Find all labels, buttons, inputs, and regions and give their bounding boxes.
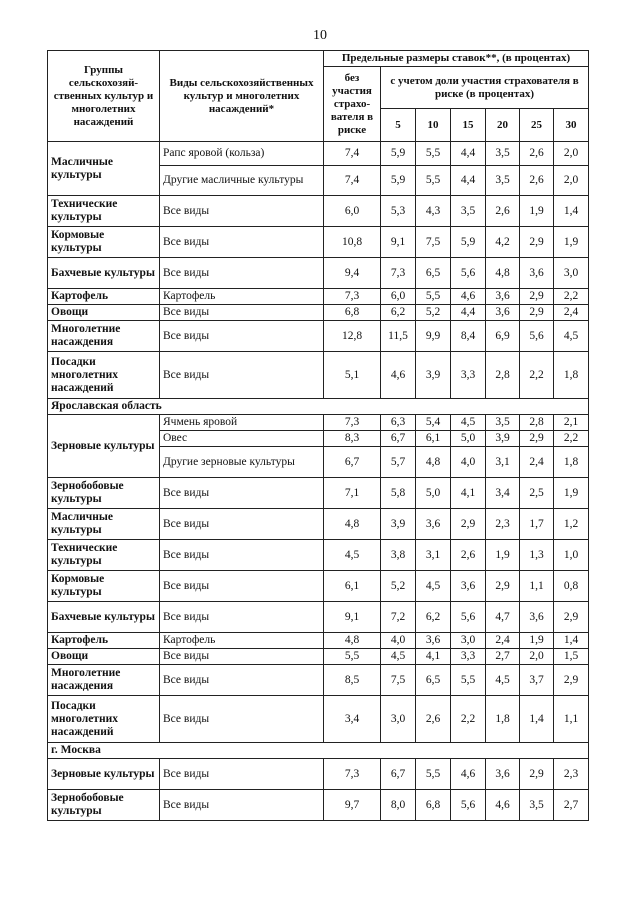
crop-group: Бахчевые культуры [48, 258, 160, 289]
rate-share-20: 1,9 [486, 540, 520, 571]
crop-group: Зернобобовые культуры [48, 790, 160, 821]
table-row [48, 478, 589, 509]
rate-share-5: 5,2 [381, 571, 416, 602]
rate-share-15: 4,5 [451, 415, 486, 431]
rate-share-5: 5,3 [381, 196, 416, 227]
rate-share-20: 2,6 [486, 196, 520, 227]
rate-share-20: 2,9 [486, 571, 520, 602]
crop-group: Кормовые культуры [48, 571, 160, 602]
rate-share-30: 0,8 [554, 571, 589, 602]
rate-no-participation: 7,4 [324, 142, 381, 166]
rate-share-25: 2,9 [520, 759, 554, 790]
rate-share-25: 3,6 [520, 258, 554, 289]
rate-share-25: 1,9 [520, 196, 554, 227]
crop-kind: Картофель [160, 633, 324, 649]
crop-kind: Другие зерновые культуры [160, 447, 324, 478]
region-heading: Ярославская область [48, 399, 589, 415]
rate-share-15: 5,6 [451, 602, 486, 633]
rate-share-30: 1,8 [554, 447, 589, 478]
rate-share-5: 6,0 [381, 289, 416, 305]
rate-share-10: 6,8 [416, 790, 451, 821]
rate-no-participation: 7,3 [324, 759, 381, 790]
rate-share-20: 4,5 [486, 665, 520, 696]
header-share-10: 10 [416, 109, 451, 142]
rate-share-5: 7,2 [381, 602, 416, 633]
rate-no-participation: 5,1 [324, 352, 381, 399]
crop-group: Зерновые культуры [48, 415, 160, 478]
rate-share-25: 5,6 [520, 321, 554, 352]
crop-kind: Все виды [160, 352, 324, 399]
rate-share-25: 2,8 [520, 415, 554, 431]
rate-share-15: 3,3 [451, 352, 486, 399]
rate-share-5: 5,8 [381, 478, 416, 509]
rate-share-30: 2,0 [554, 166, 589, 196]
rate-share-10: 5,5 [416, 759, 451, 790]
header-limits: Предельные размеры ставок**, (в процентах) [324, 51, 589, 67]
table-row [48, 665, 589, 696]
rate-share-5: 4,5 [381, 649, 416, 665]
rate-no-participation: 7,4 [324, 166, 381, 196]
rate-share-30: 1,4 [554, 633, 589, 649]
rate-no-participation: 12,8 [324, 321, 381, 352]
rate-share-25: 2,9 [520, 305, 554, 321]
table-row [48, 790, 589, 821]
rate-share-30: 2,0 [554, 142, 589, 166]
rate-share-20: 3,6 [486, 289, 520, 305]
rate-no-participation: 7,3 [324, 415, 381, 431]
rate-no-participation: 3,4 [324, 696, 381, 743]
crop-kind: Все виды [160, 196, 324, 227]
rate-share-30: 2,9 [554, 665, 589, 696]
rate-share-5: 7,5 [381, 665, 416, 696]
rate-share-20: 2,3 [486, 509, 520, 540]
table-row [48, 196, 589, 227]
rate-share-5: 11,5 [381, 321, 416, 352]
crop-kind: Все виды [160, 665, 324, 696]
rate-share-5: 4,0 [381, 633, 416, 649]
rate-share-10: 5,0 [416, 478, 451, 509]
crop-kind: Все виды [160, 227, 324, 258]
rate-share-25: 1,7 [520, 509, 554, 540]
header-kinds: Виды сельскохозяйственных культур и многолетних насаждений* [160, 51, 324, 142]
rate-share-25: 2,2 [520, 352, 554, 399]
header-share-20: 20 [486, 109, 520, 142]
rate-share-30: 2,4 [554, 305, 589, 321]
rate-no-participation: 8,5 [324, 665, 381, 696]
crop-group: Многолетние насаждения [48, 665, 160, 696]
rate-share-10: 6,5 [416, 665, 451, 696]
rate-share-25: 2,4 [520, 447, 554, 478]
rate-share-30: 2,1 [554, 415, 589, 431]
rate-no-participation: 10,8 [324, 227, 381, 258]
rate-share-30: 2,9 [554, 602, 589, 633]
rate-share-15: 2,9 [451, 509, 486, 540]
rate-no-participation: 9,1 [324, 602, 381, 633]
rate-no-participation: 5,5 [324, 649, 381, 665]
rate-share-20: 2,7 [486, 649, 520, 665]
rate-share-5: 3,0 [381, 696, 416, 743]
rate-share-20: 4,7 [486, 602, 520, 633]
region-row [48, 743, 589, 759]
rate-share-30: 2,7 [554, 790, 589, 821]
rate-share-10: 5,5 [416, 166, 451, 196]
rate-no-participation: 7,3 [324, 289, 381, 305]
rate-share-20: 3,5 [486, 415, 520, 431]
table-row [48, 289, 589, 305]
rate-share-10: 4,1 [416, 649, 451, 665]
rate-share-15: 3,5 [451, 196, 486, 227]
rate-share-10: 6,5 [416, 258, 451, 289]
rate-share-15: 4,4 [451, 166, 486, 196]
rate-share-20: 6,9 [486, 321, 520, 352]
rate-no-participation: 4,8 [324, 633, 381, 649]
rate-share-30: 1,1 [554, 696, 589, 743]
rate-share-20: 4,8 [486, 258, 520, 289]
table-row [48, 602, 589, 633]
region-row [48, 399, 589, 415]
header-share-15: 15 [451, 109, 486, 142]
crop-kind: Все виды [160, 305, 324, 321]
rate-share-20: 3,5 [486, 142, 520, 166]
crop-kind: Все виды [160, 759, 324, 790]
rate-share-15: 2,2 [451, 696, 486, 743]
crop-kind: Все виды [160, 649, 324, 665]
table-row [48, 696, 589, 743]
table-header [48, 51, 589, 142]
crop-group: Картофель [48, 633, 160, 649]
rate-share-15: 5,6 [451, 790, 486, 821]
crop-kind: Все виды [160, 790, 324, 821]
region-heading: г. Москва [48, 743, 589, 759]
crop-kind: Картофель [160, 289, 324, 305]
rate-share-20: 3,9 [486, 431, 520, 447]
rate-share-5: 5,9 [381, 142, 416, 166]
rate-share-30: 2,2 [554, 289, 589, 305]
crop-kind: Все виды [160, 540, 324, 571]
rate-share-20: 3,6 [486, 759, 520, 790]
rate-share-25: 1,9 [520, 633, 554, 649]
rate-share-10: 3,1 [416, 540, 451, 571]
rate-share-10: 3,6 [416, 633, 451, 649]
rate-share-30: 1,0 [554, 540, 589, 571]
crop-group: Масличные культуры [48, 509, 160, 540]
table-row [48, 321, 589, 352]
crop-group: Посадки многолетних насаждений [48, 352, 160, 399]
rate-share-20: 1,8 [486, 696, 520, 743]
table-row [48, 415, 589, 431]
rate-share-20: 3,6 [486, 305, 520, 321]
table-row [48, 633, 589, 649]
crop-kind: Все виды [160, 258, 324, 289]
rate-share-25: 2,0 [520, 649, 554, 665]
rate-no-participation: 4,5 [324, 540, 381, 571]
rate-share-20: 3,1 [486, 447, 520, 478]
rate-share-25: 1,1 [520, 571, 554, 602]
rate-share-15: 5,6 [451, 258, 486, 289]
rate-no-participation: 6,1 [324, 571, 381, 602]
table-row [48, 305, 589, 321]
rate-share-25: 3,5 [520, 790, 554, 821]
crop-group: Масличные культуры [48, 142, 160, 196]
crop-kind: Ячмень яровой [160, 415, 324, 431]
rate-share-10: 4,5 [416, 571, 451, 602]
rate-share-5: 8,0 [381, 790, 416, 821]
insurance-rates-table [47, 50, 589, 821]
rate-share-5: 5,7 [381, 447, 416, 478]
table-body [48, 142, 589, 821]
rate-share-5: 5,9 [381, 166, 416, 196]
table-row [48, 540, 589, 571]
table-row [48, 509, 589, 540]
rate-share-25: 1,4 [520, 696, 554, 743]
rate-share-10: 3,6 [416, 509, 451, 540]
rate-share-15: 3,3 [451, 649, 486, 665]
rate-share-5: 7,3 [381, 258, 416, 289]
crop-kind: Все виды [160, 509, 324, 540]
header-share-5: 5 [381, 109, 416, 142]
rate-share-30: 4,5 [554, 321, 589, 352]
rate-share-5: 6,3 [381, 415, 416, 431]
rate-share-30: 1,4 [554, 196, 589, 227]
rate-share-20: 4,6 [486, 790, 520, 821]
crop-kind: Овес [160, 431, 324, 447]
rate-no-participation: 7,1 [324, 478, 381, 509]
rate-share-30: 1,5 [554, 649, 589, 665]
rate-share-5: 9,1 [381, 227, 416, 258]
crop-kind: Все виды [160, 602, 324, 633]
table-row [48, 571, 589, 602]
crop-kind: Все виды [160, 321, 324, 352]
table-row [48, 258, 589, 289]
rate-share-10: 6,1 [416, 431, 451, 447]
rate-share-15: 4,0 [451, 447, 486, 478]
rate-share-10: 7,5 [416, 227, 451, 258]
rate-no-participation: 8,3 [324, 431, 381, 447]
rate-share-5: 3,8 [381, 540, 416, 571]
rate-share-5: 6,2 [381, 305, 416, 321]
rate-share-15: 3,6 [451, 571, 486, 602]
crop-kind: Другие масличные культуры [160, 166, 324, 196]
rate-share-10: 4,3 [416, 196, 451, 227]
crop-group: Овощи [48, 305, 160, 321]
rate-share-15: 4,4 [451, 142, 486, 166]
table-row [48, 352, 589, 399]
rate-share-15: 5,5 [451, 665, 486, 696]
header-no-participation: без участия страхо-вателя в риске [324, 67, 381, 142]
rate-share-25: 2,6 [520, 142, 554, 166]
rate-no-participation: 4,8 [324, 509, 381, 540]
crop-group: Зернобобовые культуры [48, 478, 160, 509]
crop-group: Кормовые культуры [48, 227, 160, 258]
rate-share-15: 5,0 [451, 431, 486, 447]
rate-share-15: 3,0 [451, 633, 486, 649]
rate-share-20: 3,5 [486, 166, 520, 196]
crop-group: Зерновые культуры [48, 759, 160, 790]
rate-share-10: 2,6 [416, 696, 451, 743]
rate-share-15: 8,4 [451, 321, 486, 352]
rate-no-participation: 6,0 [324, 196, 381, 227]
table-row [48, 142, 589, 166]
rate-share-25: 2,5 [520, 478, 554, 509]
rate-share-15: 4,4 [451, 305, 486, 321]
rate-share-10: 4,8 [416, 447, 451, 478]
rate-share-10: 9,9 [416, 321, 451, 352]
rate-share-30: 1,8 [554, 352, 589, 399]
rate-share-25: 3,7 [520, 665, 554, 696]
rate-share-25: 2,9 [520, 431, 554, 447]
rate-share-15: 2,6 [451, 540, 486, 571]
table-row [48, 649, 589, 665]
rate-share-5: 6,7 [381, 759, 416, 790]
crop-kind: Все виды [160, 696, 324, 743]
rate-share-30: 3,0 [554, 258, 589, 289]
rate-no-participation: 9,7 [324, 790, 381, 821]
rate-share-25: 1,3 [520, 540, 554, 571]
rate-no-participation: 6,8 [324, 305, 381, 321]
rate-share-5: 4,6 [381, 352, 416, 399]
rate-share-25: 2,9 [520, 227, 554, 258]
rate-share-5: 6,7 [381, 431, 416, 447]
rate-share-10: 6,2 [416, 602, 451, 633]
rate-no-participation: 9,4 [324, 258, 381, 289]
rate-share-15: 4,1 [451, 478, 486, 509]
crop-group: Посадки многолетних насаждений [48, 696, 160, 743]
rate-share-30: 2,3 [554, 759, 589, 790]
crop-group: Овощи [48, 649, 160, 665]
rate-share-10: 5,4 [416, 415, 451, 431]
rate-share-10: 3,9 [416, 352, 451, 399]
table-row [48, 759, 589, 790]
rate-share-30: 2,2 [554, 431, 589, 447]
crop-kind: Все виды [160, 478, 324, 509]
crop-group: Технические культуры [48, 540, 160, 571]
rate-no-participation: 6,7 [324, 447, 381, 478]
rate-share-10: 5,2 [416, 305, 451, 321]
rate-share-20: 4,2 [486, 227, 520, 258]
rate-share-30: 1,9 [554, 478, 589, 509]
crop-group: Технические культуры [48, 196, 160, 227]
crop-group: Многолетние насаждения [48, 321, 160, 352]
rate-share-25: 3,6 [520, 602, 554, 633]
crop-kind: Все виды [160, 571, 324, 602]
rate-share-30: 1,9 [554, 227, 589, 258]
table-row [48, 227, 589, 258]
crop-group: Картофель [48, 289, 160, 305]
rate-share-20: 2,8 [486, 352, 520, 399]
header-with-participation: с учетом доли участия страхователя в риске (в процентах) [381, 67, 589, 109]
header-group: Группы сельскохозяй-ственных культур и многолетних насаждений [48, 51, 160, 142]
rate-share-15: 4,6 [451, 289, 486, 305]
rate-share-30: 1,2 [554, 509, 589, 540]
rate-share-25: 2,6 [520, 166, 554, 196]
crop-group: Бахчевые культуры [48, 602, 160, 633]
rate-share-10: 5,5 [416, 289, 451, 305]
rate-share-15: 4,6 [451, 759, 486, 790]
rate-share-25: 2,9 [520, 289, 554, 305]
crop-kind: Рапс яровой (кольза) [160, 142, 324, 166]
header-share-25: 25 [520, 109, 554, 142]
rate-share-20: 2,4 [486, 633, 520, 649]
rate-share-20: 3,4 [486, 478, 520, 509]
page-number: 10 [313, 28, 327, 43]
rate-share-15: 5,9 [451, 227, 486, 258]
header-share-30: 30 [554, 109, 589, 142]
rate-share-5: 3,9 [381, 509, 416, 540]
rate-share-10: 5,5 [416, 142, 451, 166]
